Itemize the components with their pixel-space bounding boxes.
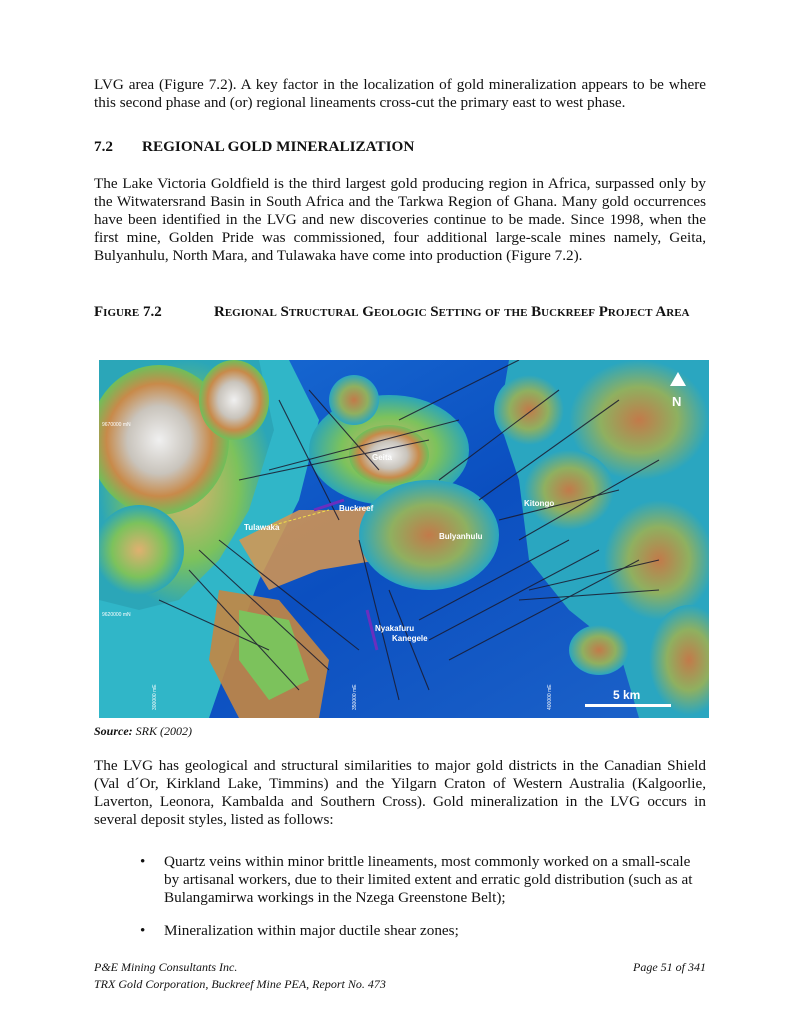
intro-paragraph: LVG area (Figure 7.2). A key factor in the localization of gold mineralization appears to be where this second phase and (or) regional lineaments cross-cut the primary east to west phase. [94, 76, 706, 111]
map-northing-label: 9670000 mN [102, 422, 131, 428]
map-label-nyakafuru: Nyakafuru [375, 624, 415, 633]
footer-line-2 [94, 977, 706, 992]
map-easting-label: 300000 mE [152, 684, 158, 710]
map-label-tulawaka: Tulawaka [244, 523, 280, 532]
source-value: SRK (2002) [135, 724, 192, 738]
figure-number: Figure 7.2 [94, 304, 162, 320]
map-label-kanegele: Kanegele [392, 634, 428, 643]
section-title: REGIONAL GOLD MINERALIZATION [142, 138, 415, 155]
map-label-geita: Geita [372, 453, 393, 462]
footer-report: TRX Gold Corporation, Buckreef Mine PEA, Report No. 473 [94, 977, 386, 991]
section-number: 7.2 [94, 138, 113, 155]
bullet-icon: • [140, 853, 146, 870]
map-label-bulyanhulu: Bulyanhulu [439, 532, 483, 541]
body-paragraph: The LVG has geological and structural similarities to major gold districts in the Canadian Shield (Val d´Or, Kirkland Lake, Timmins) and the Yilgarn Craton of Western Australia (Kalgoorlie, Laverton, Leonora, Kambalda and Southern Cross). Gold mineralization in the LVG occurs in several deposit styles, listed as follows: [94, 757, 706, 828]
map-northing-label: 9620000 mN [102, 612, 131, 618]
scale-label: 5 km [613, 688, 641, 702]
map-easting-label: 400000 mE [547, 684, 553, 710]
figure-source [94, 724, 192, 739]
map-label-buckreef: Buckreef [339, 504, 374, 513]
list-item-text: Quartz veins within minor brittle lineaments, most commonly worked on a small-scale by artisanal workers, due to their limited extent and erratic gold distribution (such as at Bulangamirwa workings in the Nzega Greenstone Belt); [164, 853, 693, 906]
north-label: N [672, 394, 682, 409]
geologic-map-image [99, 360, 709, 718]
section-heading [94, 138, 414, 156]
section-paragraph: The Lake Victoria Goldfield is the third largest gold producing region in Africa, surpassed only by the Witwatersrand Basin in South Africa and the Tarkwa Region of Ghana. Many gold occurrences have been identified in the LVG and new discoveries continue to be made. Since 1998, when the first mine, Golden Pride was commissioned, four additional large-scale mines namely, Geita, Bulyanhulu, North Mara, and Tulawaka have come into production (Figure 7.2). [94, 175, 706, 264]
map-easting-label: 350000 mE [352, 684, 358, 710]
footer-line-1 [94, 960, 706, 975]
bullet-icon: • [140, 922, 146, 939]
footer-company: P&E Mining Consultants Inc. [94, 960, 238, 974]
figure-title: Regional Structural Geologic Setting of the Buckreef Project Area [214, 304, 690, 320]
source-label: Source: [94, 724, 133, 738]
map-label-kitongo: Kitongo [524, 499, 555, 508]
footer-page-number: Page 51 of 341 [633, 960, 706, 974]
list-item-text: Mineralization within major ductile shear zones; [164, 922, 459, 939]
